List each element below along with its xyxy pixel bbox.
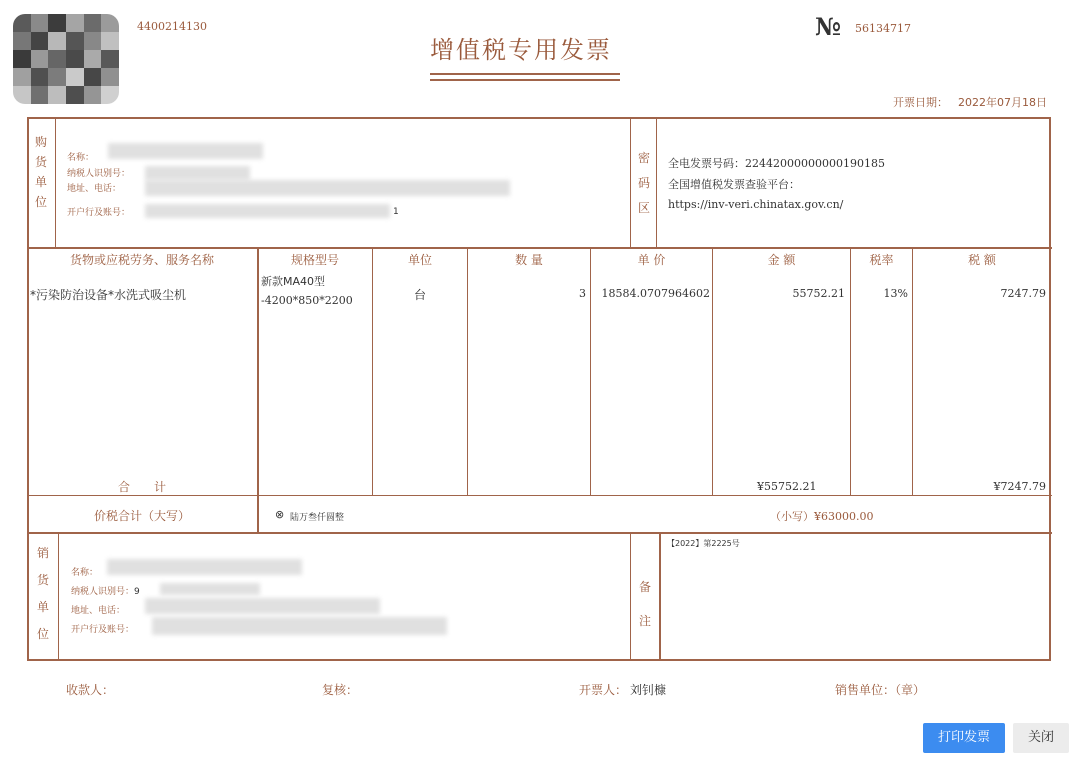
h-line-items — [27, 495, 1052, 496]
qr-code — [13, 14, 119, 104]
header-price: 单 价 — [637, 253, 666, 267]
item-price: 18584.0707964602 — [601, 287, 710, 300]
v-line-tax — [912, 248, 913, 496]
number-symbol: № — [815, 12, 842, 41]
seller-name-redacted — [107, 559, 302, 575]
seller-bank-label: 开户行及账号： — [71, 625, 135, 635]
v-line-seller-side — [58, 533, 59, 661]
title-underline-1 — [430, 73, 620, 75]
buyer-address-redacted — [145, 180, 510, 196]
header-tax: 税 额 — [968, 253, 996, 267]
buyer-name-label: 名称： — [67, 153, 95, 163]
v-line-cipher-left — [630, 118, 631, 248]
item-qty: 3 — [579, 287, 586, 300]
item-name: *污染防治设备*水洗式吸尘机 — [30, 288, 187, 302]
issuer-name: 刘钊槺 — [630, 683, 667, 697]
issuer-label: 开票人： — [579, 683, 628, 697]
v-line-rate — [850, 248, 851, 496]
date-label: 开票日期： — [893, 96, 948, 109]
header-name: 货物或应税劳务、服务名称 — [69, 253, 214, 267]
seller-side-label: 销 货 单 位 — [36, 546, 49, 641]
total-label: 合 计 — [117, 480, 166, 494]
item-unit: 台 — [413, 288, 426, 302]
seller-bank-redacted — [152, 617, 447, 635]
grand-total-label: 价税合计（大写） — [93, 509, 190, 523]
print-invoice-button[interactable]: 打印发票 — [923, 723, 1005, 753]
v-line-qty — [467, 248, 468, 496]
buyer-address-label: 地址、电话： — [67, 184, 122, 194]
v-line-remark-right — [659, 533, 661, 661]
header-spec: 规格型号 — [290, 253, 339, 267]
v-line-price — [590, 248, 591, 496]
title-underline-2 — [430, 79, 620, 81]
h-line-buyer — [27, 247, 1052, 249]
buyer-taxid-redacted — [145, 166, 250, 180]
seller-seal-label: 销售单位：（章） — [835, 683, 926, 697]
cipher-side-label: 密 码 区 — [637, 151, 650, 215]
buyer-bank-tail: 1 — [393, 207, 399, 217]
remarks-text: 【2022】第2225号 — [667, 539, 740, 548]
circle-x-icon: ⊗ — [275, 508, 285, 521]
buyer-bank-redacted — [145, 204, 390, 218]
grand-total-uppercase: 陆万叁仟圆整 — [290, 513, 345, 523]
platform-url[interactable]: https://inv-veri.chinatax.gov.cn/ — [668, 198, 844, 211]
invoice-code: 4400214130 — [137, 20, 207, 33]
seller-name-label: 名称： — [71, 568, 99, 578]
item-spec-line2: -4200*850*2200 — [261, 294, 353, 307]
header-amount: 金 额 — [767, 253, 796, 267]
seller-taxid-redacted — [160, 583, 260, 595]
invoice-frame — [27, 117, 1051, 661]
v-line-remark-left — [630, 533, 631, 661]
reviewer-label: 复核： — [322, 683, 359, 697]
date-value: 2022年07月18日 — [958, 96, 1047, 109]
invoice-number: 56134717 — [855, 22, 911, 35]
total-tax: ¥7247.79 — [993, 480, 1046, 493]
buyer-bank-label: 开户行及账号： — [67, 208, 131, 218]
full-invoice-number-line: 全电发票号码：22442000000000190185 — [668, 157, 885, 170]
grand-total-lowercase: （小写）¥63000.00 — [770, 510, 874, 523]
v-line-amount — [712, 248, 713, 496]
buyer-side-label: 购 货 单 位 — [34, 135, 47, 209]
item-amount: 55752.21 — [792, 287, 845, 300]
item-spec-line1: 新款MA40型 — [261, 275, 326, 288]
v-line-spec — [257, 248, 259, 534]
remarks-side-label: 备 注 — [638, 580, 651, 628]
item-rate: 13% — [883, 287, 908, 300]
platform-label: 全国增值税发票查验平台： — [668, 178, 800, 191]
invoice-title: 增值税专用发票 — [430, 36, 612, 64]
header-rate: 税率 — [869, 253, 894, 267]
payee-label: 收款人： — [66, 683, 115, 697]
total-amount: ¥55752.21 — [757, 480, 817, 493]
seller-address-label: 地址、电话： — [71, 606, 126, 616]
seller-address-redacted — [145, 598, 380, 614]
buyer-name-redacted — [108, 143, 263, 159]
item-tax: 7247.79 — [1000, 287, 1046, 300]
seller-taxid-label: 纳税人识别号：9 — [71, 587, 140, 597]
header-unit: 单位 — [407, 253, 432, 267]
v-line-buyer-side — [55, 118, 56, 248]
close-button[interactable]: 关闭 — [1013, 723, 1069, 753]
buyer-taxid-label: 纳税人识别号： — [67, 169, 131, 179]
header-qty: 数 量 — [515, 253, 543, 267]
v-line-cipher-right — [656, 118, 657, 248]
h-line-total — [27, 532, 1052, 534]
